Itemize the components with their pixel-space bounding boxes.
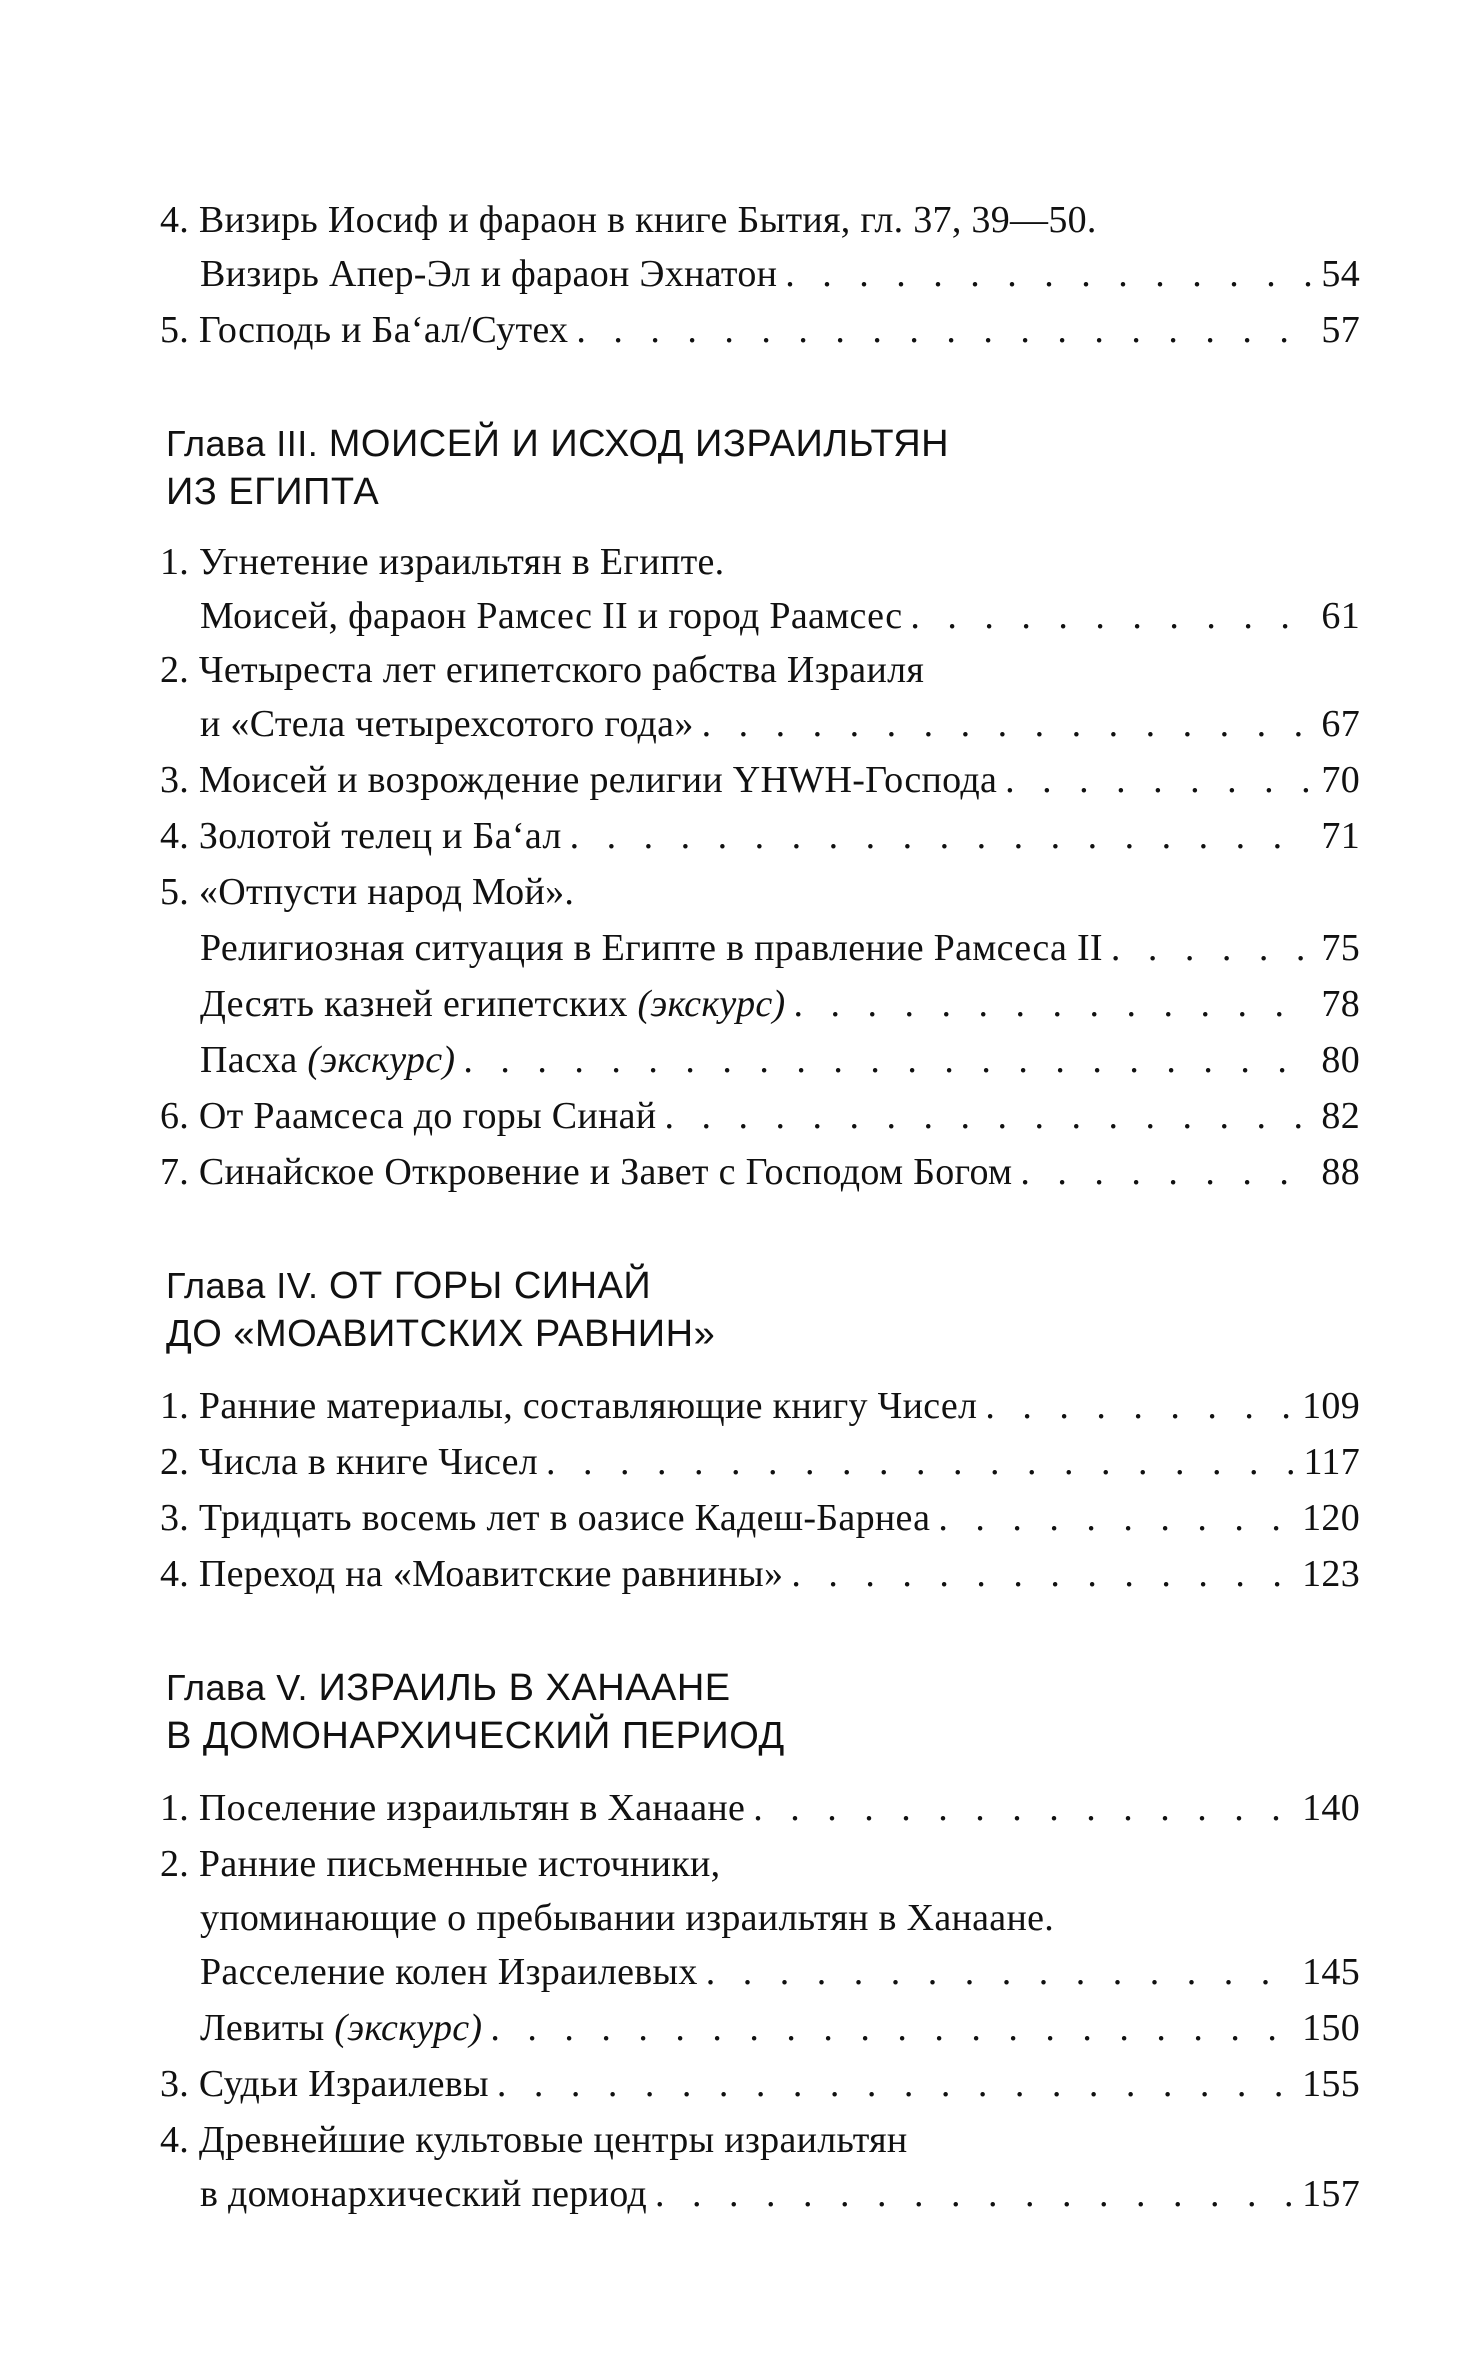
dot-leader <box>985 1382 1294 1430</box>
excursus-note: (экскурс) <box>637 983 786 1025</box>
toc-entry-title: Расселение колен Израилевых <box>200 1951 698 1993</box>
toc-page-number: 82 <box>1321 1095 1360 1137</box>
chapter-title: В ДОМОНАРХИЧЕСКИЙ ПЕРИОД <box>166 1715 785 1757</box>
toc-entry-title: Пасха <box>200 1039 298 1081</box>
chapter-heading-cont <box>166 1712 1366 1760</box>
toc-entry <box>160 1550 1360 1598</box>
toc-entry-title: Моисей, фараон Рамсес II и город Раамсес <box>200 595 903 637</box>
chapter-title: ИЗРАИЛЬ В ХАНААНЕ <box>318 1667 731 1709</box>
chapter-label: Глава IV. <box>166 1265 319 1306</box>
toc-entry <box>200 2004 1360 2052</box>
chapter-label: Глава III. <box>166 423 319 464</box>
toc-entry <box>200 1948 1360 1996</box>
toc-entry <box>200 2170 1360 2218</box>
toc-entry <box>160 1784 1360 1832</box>
toc-entry <box>160 1382 1360 1430</box>
toc-entry-title: Левиты <box>200 2007 325 2049</box>
toc-page-number: 61 <box>1321 595 1360 637</box>
toc-entry-line: 4. Визирь Иосиф и фараон в книге Бытия, гл. 37, 39—50. <box>160 199 1097 241</box>
toc-entry-title: 3. Тридцать восемь лет в оазисе Кадеш-Барнеа <box>160 1497 931 1539</box>
toc-entry-title: 3. Судьи Израилевы <box>160 2063 489 2105</box>
toc-entry <box>200 924 1360 972</box>
dot-leader <box>791 1550 1294 1598</box>
dot-leader <box>753 1784 1294 1832</box>
toc-page-number: 57 <box>1321 309 1360 351</box>
chapter-heading <box>166 1262 1366 1310</box>
chapter-title: ДО «МОАВИТСКИХ РАВНИН» <box>166 1313 716 1355</box>
chapter-title: ОТ ГОРЫ СИНАЙ <box>328 1265 652 1307</box>
chapter-title: ИЗ ЕГИПТА <box>166 471 380 513</box>
toc-entry <box>160 1494 1360 1542</box>
toc-entry <box>200 700 1360 748</box>
toc-page-number: 155 <box>1302 2063 1360 2105</box>
toc-entry-title: 4. Переход на «Моавитские равнины» <box>160 1553 784 1595</box>
dot-leader <box>794 980 1313 1028</box>
toc-entry-line: 2. Четыреста лет египетского рабства Израиля <box>160 649 925 691</box>
dot-leader <box>702 700 1312 748</box>
toc-entry-title: и «Стела четырехсотого года» <box>200 703 694 745</box>
dot-leader <box>1111 924 1312 972</box>
toc-page-number: 109 <box>1302 1385 1360 1427</box>
toc-entry <box>160 1438 1360 1486</box>
toc-entry-title: Религиозная ситуация в Египте в правление Рамсеса II <box>200 927 1103 969</box>
dot-leader <box>490 2004 1294 2052</box>
toc-entry <box>160 306 1360 354</box>
toc-entry-title: 3. Моисей и возрождение религии YHWH-Господа <box>160 759 998 801</box>
dot-leader <box>655 2170 1294 2218</box>
dot-leader <box>938 1494 1294 1542</box>
toc-entry-title: 5. Господь и Ба‘ал/Сутех <box>160 309 569 351</box>
chapter-heading-cont <box>166 1310 1366 1358</box>
toc-page-number: 70 <box>1321 759 1360 801</box>
toc-entry-title: Десять казней египетских <box>200 983 628 1025</box>
toc-page-number: 71 <box>1321 815 1360 857</box>
toc-page-number: 150 <box>1302 2007 1360 2049</box>
toc-entry <box>160 1148 1360 1196</box>
toc-entry-title: 6. От Раамсеса до горы Синай <box>160 1095 657 1137</box>
toc-entry <box>160 756 1360 804</box>
toc-page-number: 78 <box>1321 983 1360 1025</box>
toc-entry <box>200 980 1360 1028</box>
toc-page-number: 67 <box>1321 703 1360 745</box>
excursus-note: (экскурс) <box>307 1039 456 1081</box>
toc-entry <box>160 2060 1360 2108</box>
dot-leader <box>785 250 1312 298</box>
toc-page-number: 157 <box>1302 2173 1360 2215</box>
toc-entry-title: 7. Синайское Откровение и Завет с Господом Богом <box>160 1151 1013 1193</box>
dot-leader <box>463 1036 1312 1084</box>
toc-entry-line: 1. Угнетение израильтян в Египте. <box>160 541 725 583</box>
dot-leader <box>910 592 1312 640</box>
toc-page-number: 145 <box>1302 1951 1360 1993</box>
excursus-note: (экскурс) <box>334 2007 483 2049</box>
toc-entry <box>160 812 1360 860</box>
toc-page-number: 117 <box>1303 1441 1360 1483</box>
toc-page-number: 80 <box>1321 1039 1360 1081</box>
dot-leader <box>1020 1148 1312 1196</box>
toc-page-number: 88 <box>1321 1151 1360 1193</box>
toc-entry-title: в домонархический период <box>200 2173 648 2215</box>
toc-page-number: 140 <box>1302 1787 1360 1829</box>
chapter-heading <box>166 1664 1366 1712</box>
dot-leader <box>576 306 1312 354</box>
chapter-heading-cont <box>166 468 1366 516</box>
toc-page-number: 120 <box>1302 1497 1360 1539</box>
toc-entry <box>160 1092 1360 1140</box>
toc-page-number: 75 <box>1321 927 1360 969</box>
toc-entry-line: 2. Ранние письменные источники, <box>160 1843 721 1885</box>
dot-leader <box>1005 756 1312 804</box>
toc-entry-title: 2. Числа в книге Чисел <box>160 1441 539 1483</box>
toc-entry-title: 1. Поселение израильтян в Ханаане <box>160 1787 746 1829</box>
toc-entry-line: 4. Древнейшие культовые центры израильтян <box>160 2119 908 2161</box>
toc-entry-title: Визирь Апер-Эл и фараон Эхнатон <box>200 253 778 295</box>
dot-leader <box>570 812 1312 860</box>
dot-leader <box>706 1948 1294 1996</box>
toc-entry <box>200 592 1360 640</box>
chapter-heading <box>166 420 1366 468</box>
toc-entry-title: 4. Золотой телец и Ба‘ал <box>160 815 562 857</box>
toc-entry-line: упоминающие о пребывании израильтян в Ханаане. <box>200 1897 1055 1939</box>
toc-entry-line: 5. «Отпусти народ Мой». <box>160 871 575 913</box>
dot-leader <box>497 2060 1294 2108</box>
toc-page-number: 54 <box>1321 253 1360 295</box>
dot-leader <box>664 1092 1312 1140</box>
toc-entry <box>200 1036 1360 1084</box>
toc-entry <box>200 250 1360 298</box>
dot-leader <box>546 1438 1295 1486</box>
toc-page-number: 123 <box>1302 1553 1360 1595</box>
toc-entry-title: 1. Ранние материалы, составляющие книгу Чисел <box>160 1385 978 1427</box>
chapter-label: Глава V. <box>166 1667 308 1708</box>
chapter-title: МОИСЕЙ И ИСХОД ИЗРАИЛЬТЯН <box>328 423 950 465</box>
